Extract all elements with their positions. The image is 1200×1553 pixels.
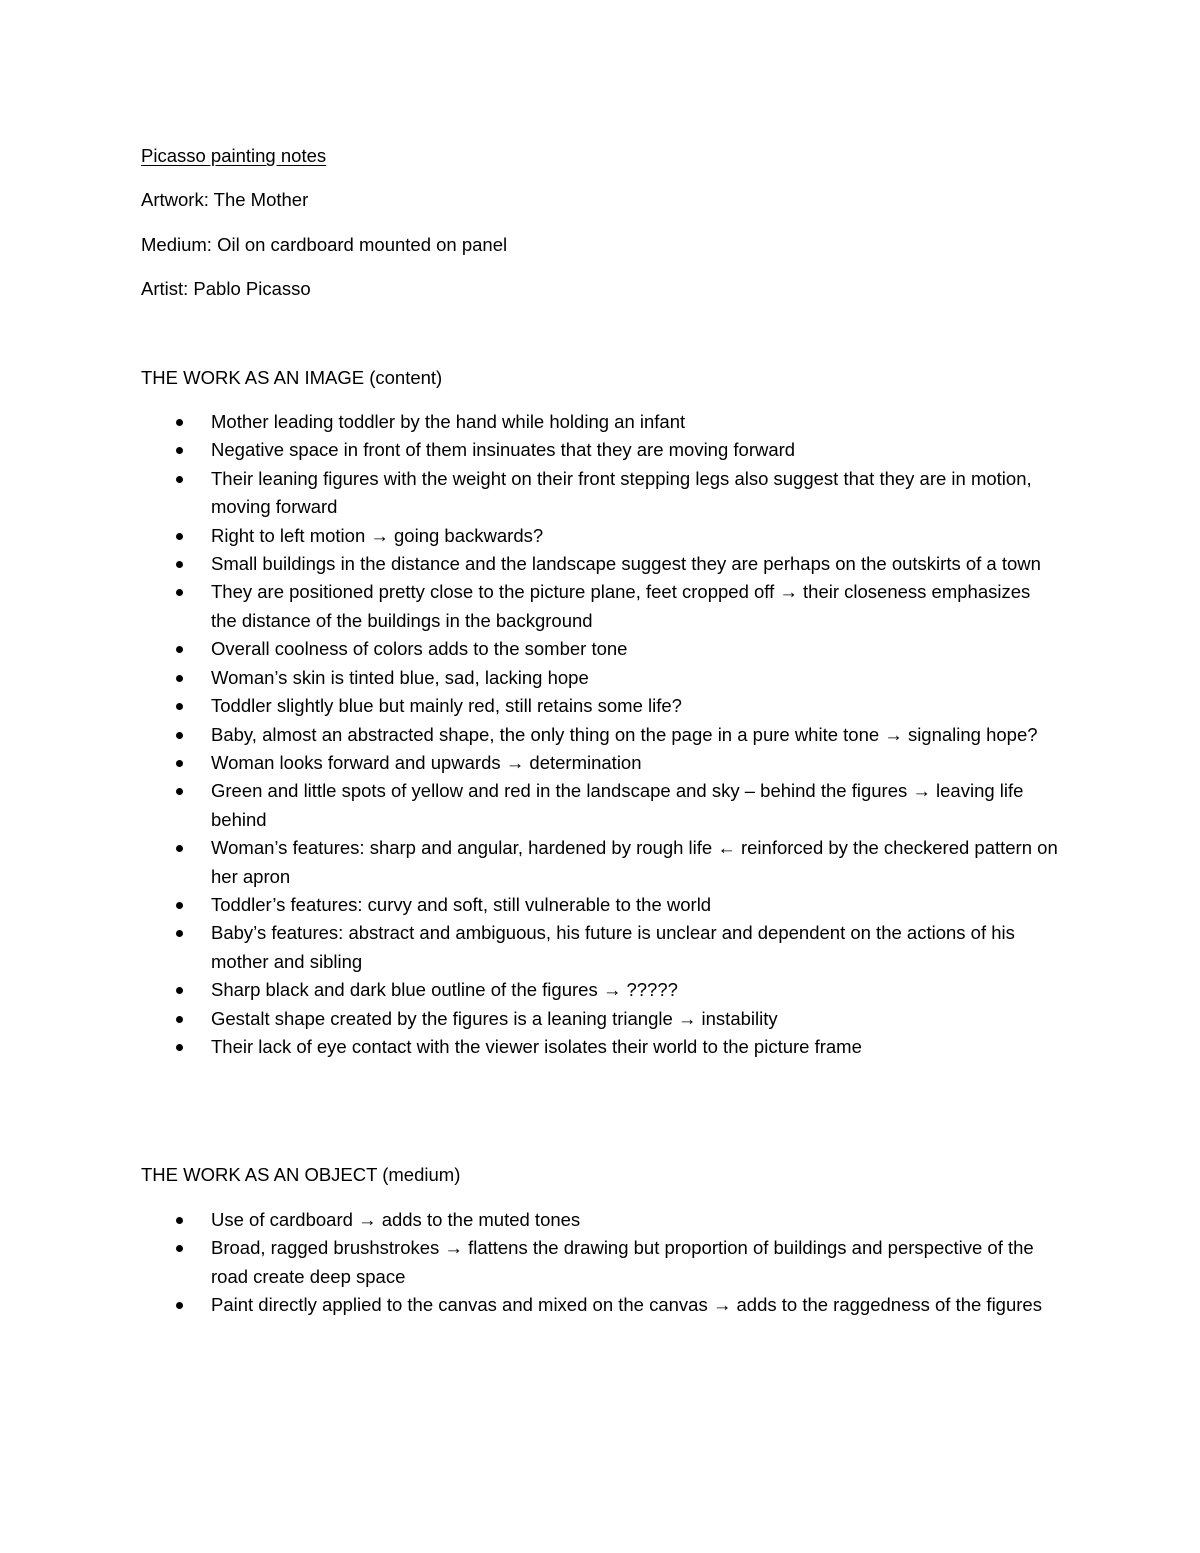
bullet-icon (176, 1245, 183, 1252)
bullet-icon (176, 1217, 183, 1224)
list-item-text: Their lack of eye contact with the viewer isolates their world to the picture frame (211, 1035, 862, 1057)
list-item (141, 891, 1061, 919)
list-item (141, 1234, 1061, 1291)
list-item-text: Right to left motion → going backwards? (211, 524, 544, 546)
section-object-medium (141, 1161, 1061, 1319)
bullet-icon (176, 930, 183, 937)
list-item-text: Toddler’s features: curvy and soft, still vulnerable to the world (211, 893, 712, 915)
list-item-text: Toddler slightly blue but mainly red, still retains some life? (211, 695, 682, 717)
list-item-text: Small buildings in the distance and the landscape suggest they are perhaps on the outskirts of a town (211, 553, 1041, 575)
list-item-text: Green and little spots of yellow and red in the landscape and sky – behind the figures → leaving life behind (211, 780, 1024, 830)
list-item (141, 1033, 1061, 1061)
bullet-icon (176, 533, 183, 540)
section-heading: THE WORK AS AN OBJECT (medium) (141, 1164, 461, 1186)
list-item-text: Mother leading toddler by the hand while holding an infant (211, 411, 686, 433)
list-item-text: Broad, ragged brushstrokes → flattens the drawing but proportion of buildings and perspective of the road create deep space (211, 1237, 1034, 1287)
bullet-icon (176, 419, 183, 426)
list-item (141, 1005, 1061, 1033)
list-item (141, 692, 1061, 720)
bullet-list (141, 1206, 1061, 1320)
artwork-line: Artwork: The Mother (141, 189, 309, 211)
bullet-icon (176, 845, 183, 852)
bullet-icon (176, 788, 183, 795)
list-item (141, 664, 1061, 692)
bullet-icon (176, 476, 183, 483)
list-item-text: Their leaning figures with the weight on their front stepping legs also suggest that they are in motion, moving forward (211, 467, 1032, 518)
list-item (141, 777, 1061, 834)
bullet-icon (176, 987, 183, 994)
document-body (141, 142, 1061, 1319)
bullet-icon (176, 561, 183, 568)
list-item (141, 635, 1061, 663)
bullet-icon (176, 675, 183, 682)
bullet-icon (176, 760, 183, 767)
section-image-content (141, 364, 1061, 1062)
bullet-icon (176, 1044, 183, 1051)
list-item-text: Woman’s features: sharp and angular, hardened by rough life ← reinforced by the checkered pattern on her apron (211, 837, 1058, 887)
bullet-icon (176, 589, 183, 596)
list-item (141, 465, 1061, 522)
list-item (141, 436, 1061, 464)
list-item (141, 749, 1061, 777)
bullet-icon (176, 703, 183, 710)
list-item (141, 578, 1061, 635)
section-heading: THE WORK AS AN IMAGE (content) (141, 366, 443, 388)
bullet-icon (176, 1302, 183, 1309)
bullet-list (141, 408, 1061, 1061)
bullet-icon (176, 732, 183, 739)
bullet-icon (176, 1016, 183, 1023)
list-item-text: Baby’s features: abstract and ambiguous, his future is unclear and dependent on the actions of his mother and sibling (211, 922, 1015, 972)
list-item-text: Use of cardboard → adds to the muted tones (211, 1208, 581, 1230)
list-item-text: Woman’s skin is tinted blue, sad, lacking hope (211, 666, 589, 688)
list-item-text: Gestalt shape created by the figures is a leaning triangle → instability (211, 1007, 778, 1029)
artist-line: Artist: Pablo Picasso (141, 278, 311, 300)
list-item (141, 408, 1061, 436)
list-item (141, 721, 1061, 749)
list-item (141, 522, 1061, 550)
list-item-text: They are positioned pretty close to the picture plane, feet cropped off → their closeness emphasizes the distance of the buildings in the background (211, 581, 1031, 631)
list-item-text: Sharp black and dark blue outline of the figures → ????? (211, 979, 678, 1001)
section-spacer (141, 1061, 1061, 1161)
list-item (141, 919, 1061, 976)
list-item-text: Woman looks forward and upwards → determination (211, 751, 642, 773)
list-item-text: Baby, almost an abstracted shape, the only thing on the page in a pure white tone → signaling hope? (211, 723, 1038, 745)
bullet-icon (176, 902, 183, 909)
list-item (141, 550, 1061, 578)
list-item-text: Overall coolness of colors adds to the somber tone (211, 638, 628, 660)
bullet-icon (176, 646, 183, 653)
list-item (141, 834, 1061, 891)
list-item (141, 1206, 1061, 1234)
document-title: Picasso painting notes (141, 145, 327, 166)
medium-line: Medium: Oil on cardboard mounted on panel (141, 233, 508, 255)
list-item (141, 1291, 1061, 1319)
bullet-icon (176, 447, 183, 454)
list-item-text: Negative space in front of them insinuates that they are moving forward (211, 439, 796, 461)
list-item (141, 976, 1061, 1004)
list-item-text: Paint directly applied to the canvas and mixed on the canvas → adds to the raggedness of the figures (211, 1294, 1042, 1315)
